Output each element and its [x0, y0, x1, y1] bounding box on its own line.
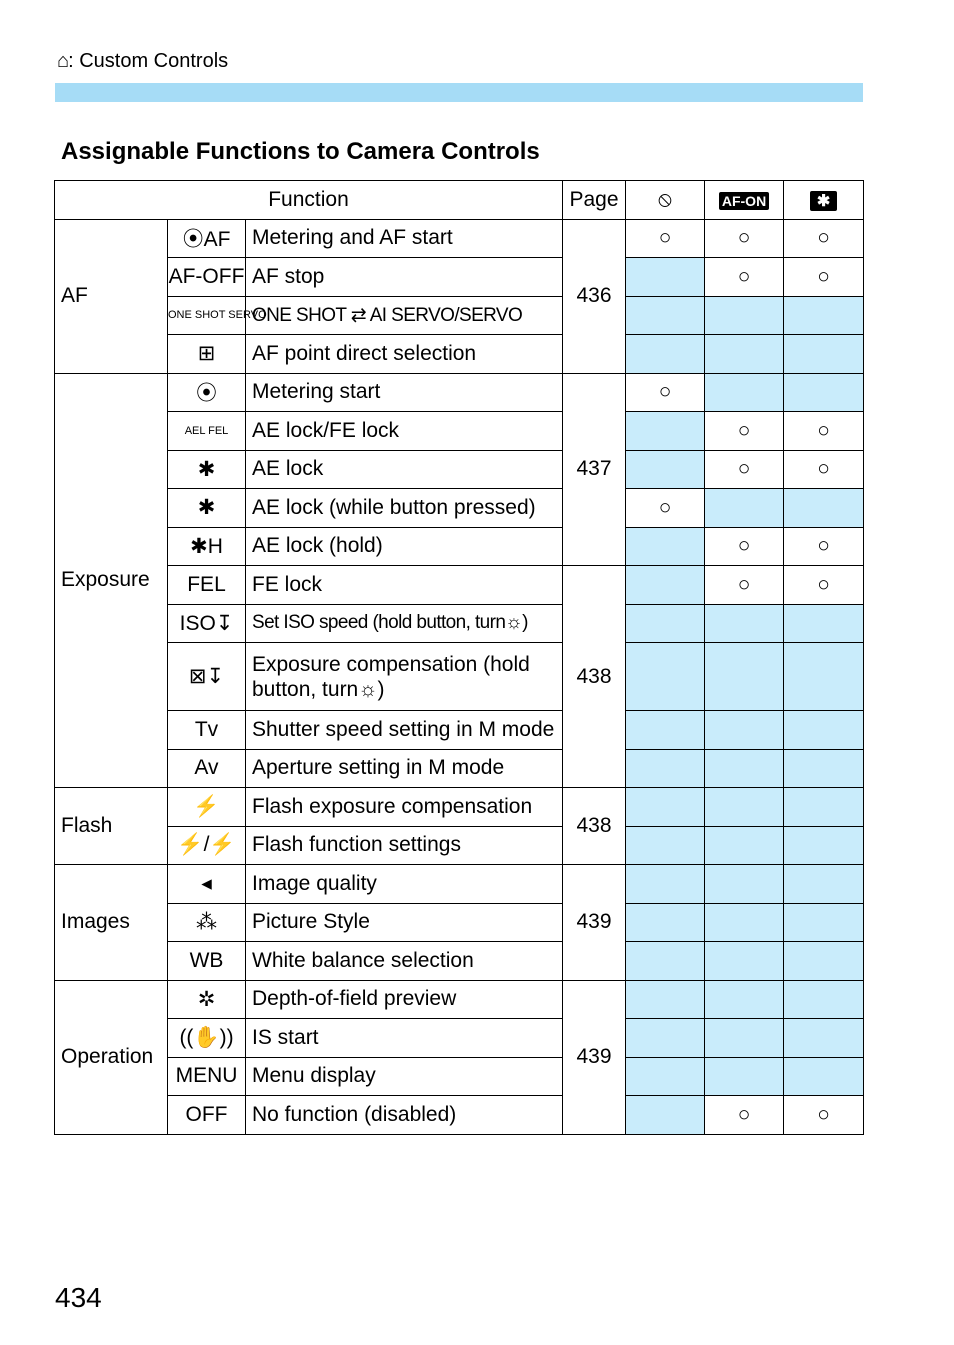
unavailable-cell [626, 1096, 705, 1135]
unavailable-cell [784, 903, 864, 942]
unavailable-cell [626, 865, 705, 904]
table-row [55, 373, 864, 412]
unavailable-cell [705, 865, 784, 904]
unavailable-cell [626, 450, 705, 489]
unavailable-cell [705, 604, 784, 643]
table-row [55, 258, 864, 297]
table-row [55, 489, 864, 528]
function-icon: ⊠↧ [168, 643, 246, 711]
function-icon: FEL [168, 566, 246, 605]
category-cell: Images [55, 865, 168, 981]
unavailable-cell [626, 749, 705, 788]
unavailable-cell [705, 749, 784, 788]
unavailable-cell [784, 296, 864, 335]
function-icon: ✱ [168, 450, 246, 489]
unavailable-cell [626, 1057, 705, 1096]
unavailable-cell [626, 711, 705, 750]
function-icon: ⁂ [168, 903, 246, 942]
availability-mark: ○ [626, 489, 705, 528]
header-accent-bar [55, 83, 863, 102]
function-label: AF stop [246, 258, 563, 297]
table-row [55, 1096, 864, 1135]
function-icon: ⦿AF [168, 219, 246, 258]
function-icon: Av [168, 749, 246, 788]
function-label: Depth-of-field preview [246, 980, 563, 1019]
unavailable-cell [705, 373, 784, 412]
table-row [55, 450, 864, 489]
function-icon: ⚡/⚡ [168, 826, 246, 865]
function-label: Picture Style [246, 903, 563, 942]
page-ref-cell: 439 [563, 865, 626, 981]
table-body [55, 219, 864, 1134]
function-icon: ✲ [168, 980, 246, 1019]
availability-mark: ○ [626, 373, 705, 412]
function-icon: ⦿ [168, 373, 246, 412]
unavailable-cell [784, 980, 864, 1019]
unavailable-cell [705, 296, 784, 335]
function-label: Exposure compensation (hold button, turn☼) [246, 643, 563, 711]
table-row [55, 749, 864, 788]
function-label: Set ISO speed (hold button, turn☼) [246, 604, 563, 643]
function-icon: Tv [168, 711, 246, 750]
function-icon: ONE SHOT SERVO [168, 296, 246, 335]
category-cell: AF [55, 219, 168, 373]
function-label: Metering start [246, 373, 563, 412]
table-row [55, 412, 864, 451]
function-label: AE lock (hold) [246, 527, 563, 566]
page-ref-cell: 438 [563, 566, 626, 788]
unavailable-cell [784, 604, 864, 643]
unavailable-cell [626, 942, 705, 981]
table-row [55, 711, 864, 750]
unavailable-cell [784, 373, 864, 412]
ae-lock-glyph: ✱ [810, 191, 837, 211]
af-on-label: AF-ON [719, 192, 769, 210]
function-label: Metering and AF start [246, 219, 563, 258]
function-label: Aperture setting in M mode [246, 749, 563, 788]
unavailable-cell [705, 711, 784, 750]
unavailable-cell [784, 489, 864, 528]
function-label: White balance selection [246, 942, 563, 981]
availability-mark: ○ [705, 219, 784, 258]
unavailable-cell [784, 749, 864, 788]
running-header [57, 50, 228, 73]
unavailable-cell [626, 527, 705, 566]
table-row [55, 527, 864, 566]
availability-mark: ○ [784, 527, 864, 566]
section-title: Assignable Functions to Camera Controls [61, 138, 540, 165]
function-label: IS start [246, 1019, 563, 1058]
function-icon: ⊞ [168, 335, 246, 374]
function-icon: ((✋)) [168, 1019, 246, 1058]
function-icon: ✱H [168, 527, 246, 566]
page-ref-cell: 439 [563, 980, 626, 1134]
function-label: AF point direct selection [246, 335, 563, 374]
table-row [55, 826, 864, 865]
function-label: AE lock/FE lock [246, 412, 563, 451]
unavailable-cell [626, 1019, 705, 1058]
unavailable-cell [626, 604, 705, 643]
page-ref-cell: 437 [563, 373, 626, 566]
function-label: AE lock (while button pressed) [246, 489, 563, 528]
unavailable-cell [705, 1057, 784, 1096]
unavailable-cell [626, 788, 705, 827]
function-icon: ✱ [168, 489, 246, 528]
availability-mark: ○ [626, 219, 705, 258]
availability-mark: ○ [784, 566, 864, 605]
header-page: Page [563, 181, 626, 220]
availability-mark: ○ [784, 450, 864, 489]
category-cell: Exposure [55, 373, 168, 788]
unavailable-cell [705, 826, 784, 865]
function-label: Shutter speed setting in M mode [246, 711, 563, 750]
table-row [55, 903, 864, 942]
unavailable-cell [626, 643, 705, 711]
page-ref-cell: 438 [563, 788, 626, 865]
function-label: No function (disabled) [246, 1096, 563, 1135]
function-icon: ISO↧ [168, 604, 246, 643]
function-label: Flash function settings [246, 826, 563, 865]
camera-custom-icon: ⌂ [57, 50, 69, 72]
page-ref-cell: 436 [563, 219, 626, 373]
table-header-row [55, 181, 864, 220]
unavailable-cell [626, 826, 705, 865]
unavailable-cell [705, 335, 784, 374]
function-icon: WB [168, 942, 246, 981]
unavailable-cell [784, 711, 864, 750]
unavailable-cell [705, 1019, 784, 1058]
unavailable-cell [705, 643, 784, 711]
function-label: FE lock [246, 566, 563, 605]
unavailable-cell [784, 788, 864, 827]
shutter-half-press-icon: ⦸ [626, 181, 705, 220]
availability-mark: ○ [784, 412, 864, 451]
af-on-button-icon [705, 181, 784, 220]
table-row [55, 296, 864, 335]
availability-mark: ○ [705, 450, 784, 489]
table-row [55, 566, 864, 605]
unavailable-cell [705, 788, 784, 827]
unavailable-cell [705, 903, 784, 942]
availability-mark: ○ [705, 566, 784, 605]
unavailable-cell [784, 335, 864, 374]
function-label: AE lock [246, 450, 563, 489]
function-icon: AF-OFF [168, 258, 246, 297]
availability-mark: ○ [705, 258, 784, 297]
table-row [55, 1057, 864, 1096]
unavailable-cell [705, 980, 784, 1019]
unavailable-cell [626, 296, 705, 335]
header-text: : Custom Controls [68, 50, 229, 72]
function-label: Menu display [246, 1057, 563, 1096]
availability-mark: ○ [784, 258, 864, 297]
function-label: Flash exposure compensation [246, 788, 563, 827]
function-icon: OFF [168, 1096, 246, 1135]
header-function: Function [55, 181, 563, 220]
table-row [55, 788, 864, 827]
availability-mark: ○ [705, 527, 784, 566]
unavailable-cell [705, 489, 784, 528]
unavailable-cell [626, 335, 705, 374]
unavailable-cell [626, 980, 705, 1019]
unavailable-cell [784, 1057, 864, 1096]
availability-mark: ○ [784, 219, 864, 258]
category-cell: Flash [55, 788, 168, 865]
unavailable-cell [626, 258, 705, 297]
table-row [55, 980, 864, 1019]
table-row [55, 1019, 864, 1058]
unavailable-cell [626, 903, 705, 942]
function-label: ONE SHOT ⇄ AI SERVO/SERVO [246, 296, 563, 335]
unavailable-cell [626, 412, 705, 451]
availability-mark: ○ [784, 1096, 864, 1135]
category-cell: Operation [55, 980, 168, 1134]
unavailable-cell [784, 1019, 864, 1058]
function-icon: AEL FEL [168, 412, 246, 451]
table-row [55, 865, 864, 904]
table-row [55, 335, 864, 374]
function-icon: ◂ [168, 865, 246, 904]
page-number: 434 [55, 1282, 102, 1313]
ae-lock-button-icon [784, 181, 864, 220]
functions-table [54, 180, 864, 1135]
function-icon: MENU [168, 1057, 246, 1096]
function-label: Image quality [246, 865, 563, 904]
function-icon: ⚡ [168, 788, 246, 827]
unavailable-cell [784, 643, 864, 711]
unavailable-cell [626, 566, 705, 605]
unavailable-cell [784, 942, 864, 981]
unavailable-cell [784, 826, 864, 865]
unavailable-cell [784, 865, 864, 904]
table-row [55, 604, 864, 643]
table-row [55, 643, 864, 711]
availability-mark: ○ [705, 412, 784, 451]
availability-mark: ○ [705, 1096, 784, 1135]
table-row [55, 942, 864, 981]
table-row [55, 219, 864, 258]
unavailable-cell [705, 942, 784, 981]
